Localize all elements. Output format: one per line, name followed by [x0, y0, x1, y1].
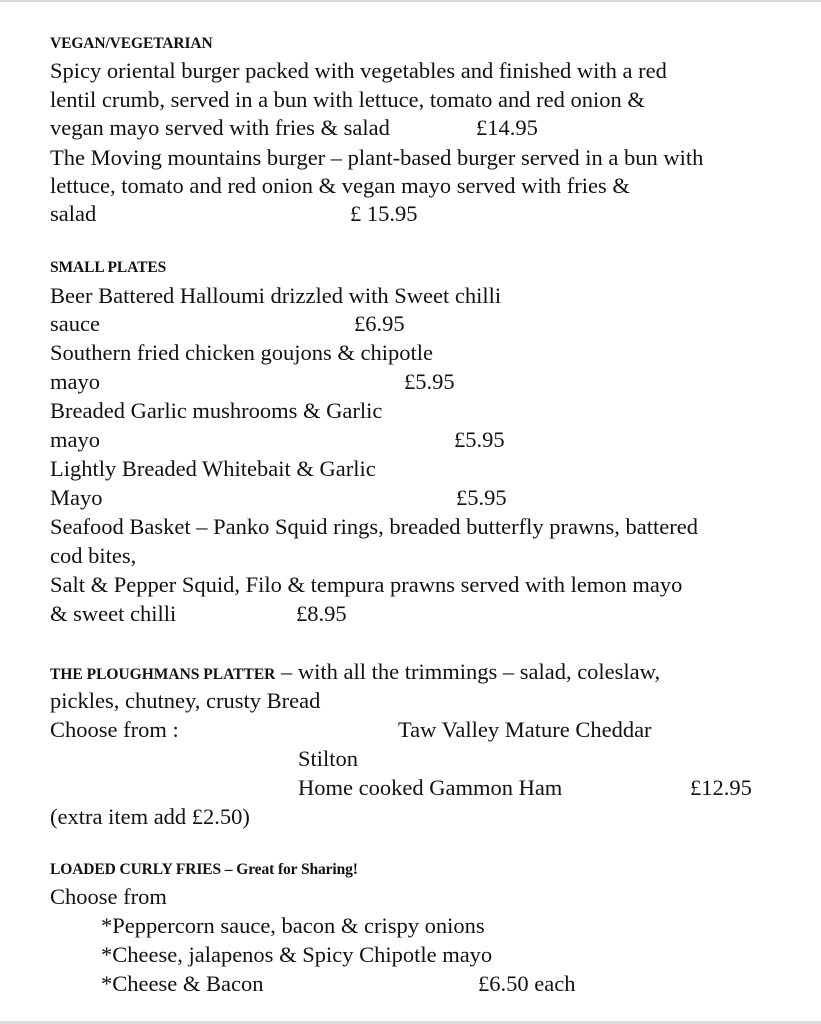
item-price: £5.95: [456, 485, 507, 510]
section-heading: LOADED CURLY FRIES – Great for Sharing!: [50, 861, 358, 878]
item-description-line: The Moving mountains burger – plant-based burger served in a bun with: [50, 145, 704, 170]
item-description-line: vegan mayo served with fries & salad: [50, 115, 390, 140]
item-price: £6.95: [354, 311, 405, 336]
item-description-line: mayo: [50, 369, 100, 394]
heading-description: – with all the trimmings – salad, coleslaw,: [275, 659, 661, 684]
item-price: £6.50 each: [478, 971, 576, 996]
item-description-line: Mayo: [50, 485, 103, 510]
item-description-line: Southern fried chicken goujons & chipotle: [50, 340, 434, 365]
option-item: *Cheese & Bacon: [101, 971, 264, 996]
item-price: £5.95: [454, 427, 505, 452]
option-item: Home cooked Gammon Ham: [298, 775, 563, 800]
item-description-line: Seafood Basket – Panko Squid rings, breaded butterfly prawns, battered: [50, 514, 698, 539]
ploughmans-heading-line: [50, 658, 660, 689]
item-price: £14.95: [476, 115, 538, 140]
item-description-line: salad: [50, 201, 97, 226]
extra-note: (extra item add £2.50): [50, 804, 250, 829]
item-description-line: cod bites,: [50, 543, 137, 568]
item-description-line: & sweet chilli: [50, 601, 177, 626]
option-item: Taw Valley Mature Cheddar: [398, 717, 652, 742]
item-description-line: Spicy oriental burger packed with vegetables and finished with a red: [50, 58, 667, 83]
item-price: £12.95: [690, 775, 752, 800]
item-description-line: Beer Battered Halloumi drizzled with Sweet chilli: [50, 283, 502, 308]
item-price: £8.95: [296, 601, 347, 626]
choose-from-label: Choose from: [50, 884, 167, 909]
option-item: *Peppercorn sauce, bacon & crispy onions: [101, 913, 485, 938]
item-description-line: sauce: [50, 311, 100, 336]
item-price: £ 15.95: [350, 201, 418, 226]
item-description-line: Breaded Garlic mushrooms & Garlic: [50, 398, 383, 423]
choose-from-label: Choose from :: [50, 717, 179, 742]
item-price: £5.95: [404, 369, 455, 394]
item-description-line: lentil crumb, served in a bun with lettuce, tomato and red onion &: [50, 87, 645, 112]
item-description-line: Salt & Pepper Squid, Filo & tempura prawns served with lemon mayo: [50, 572, 683, 597]
section-heading: VEGAN/VEGETARIAN: [50, 35, 213, 52]
item-description-line: Lightly Breaded Whitebait & Garlic: [50, 456, 376, 481]
item-description-line: pickles, chutney, crusty Bread: [50, 688, 321, 713]
section-heading: SMALL PLATES: [50, 259, 167, 276]
option-item: *Cheese, jalapenos & Spicy Chipotle mayo: [101, 942, 493, 967]
option-item: Stilton: [298, 746, 359, 771]
item-description-line: mayo: [50, 427, 100, 452]
section-heading: THE PLOUGHMANS PLATTER: [50, 666, 276, 683]
page-top-edge: [0, 0, 821, 2]
item-description-line: lettuce, tomato and red onion & vegan mayo served with fries &: [50, 173, 630, 198]
